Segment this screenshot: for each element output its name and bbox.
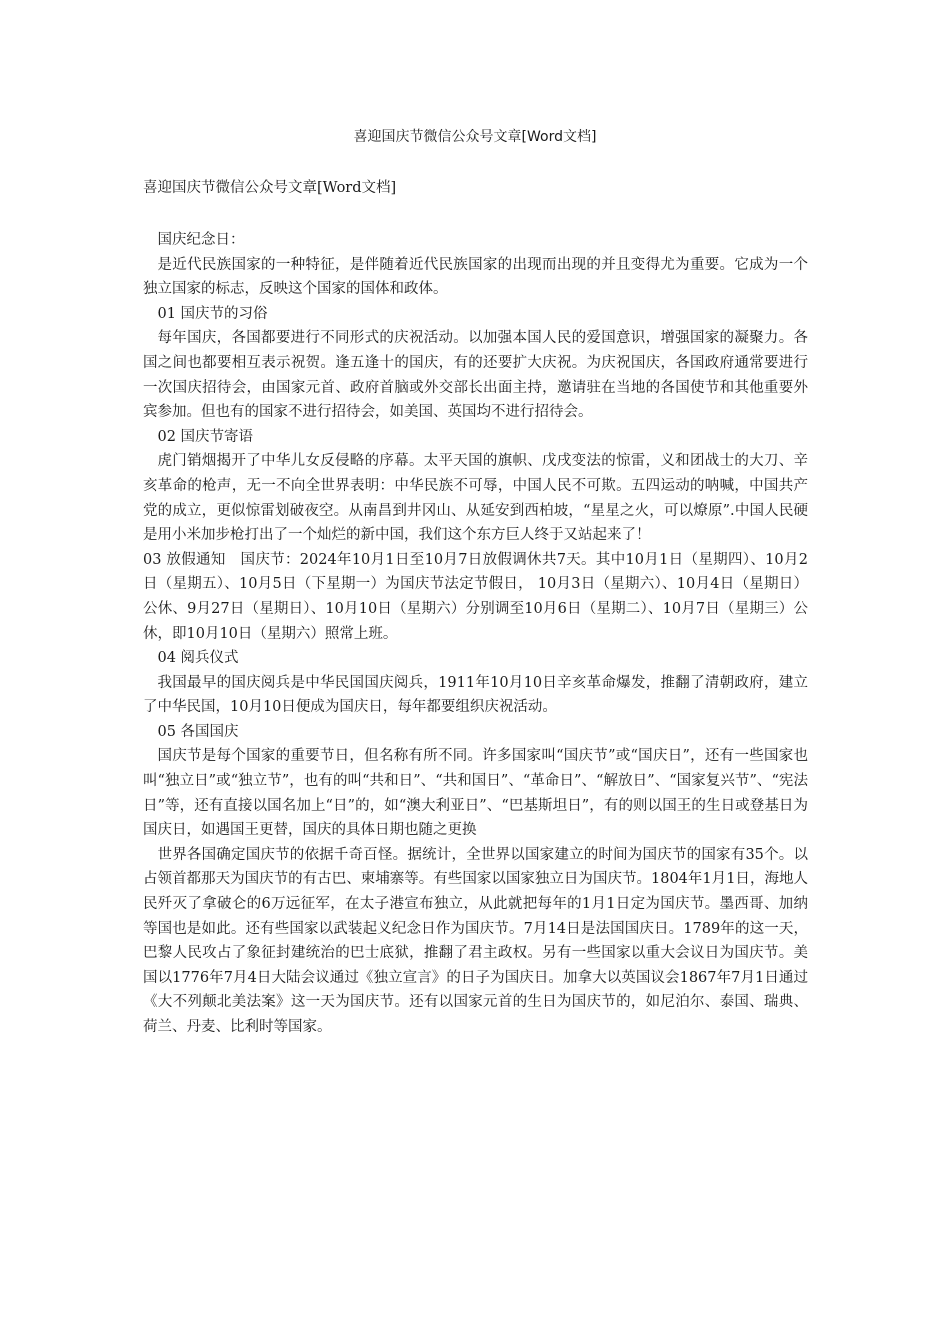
section-heading-parade: 04 阅兵仪式 xyxy=(157,650,239,667)
paragraph-world-names: 国庆节是每个国家的重要节日，但名称有所不同。许多国家叫“国庆节”或“国庆日”，还有一些国家也叫“独立日”或“独立节”，也有的叫“共和日”、“共和国日”、“革命日”、“解放日”、“国家复兴节”、“宪法日”等，还有直接以国名加上“日”的，如“澳大利亚日”、“巴基斯坦日”，有的则以国王的生日或登基日为国庆日，如遇国王更替，国庆的具体日期也随之更换 xyxy=(143,748,808,839)
paragraph-national-day-label: 国庆纪念日： xyxy=(157,232,245,248)
paragraph-intro: 是近代民族国家的一种特征，是伴随着近代民族国家的出现而出现的并且变得尤为重要。它成为一个独立国家的标志，反映这个国家的国体和政体。 xyxy=(143,256,808,298)
document-title: 喜迎国庆节微信公众号文章[Word文档] xyxy=(353,129,597,145)
paragraph-parade: 我国最早的国庆阅兵是中华民国国庆阅兵，1911年10月10日辛亥革命爆发，推翻了清朝政府，建立了中华民国，10月10日便成为国庆日，每年都要组织庆祝活动。 xyxy=(143,674,808,716)
document-subtitle: 喜迎国庆节微信公众号文章[Word文档] xyxy=(143,180,397,196)
section-heading-world: 05 各国国庆 xyxy=(157,723,239,740)
section-heading-customs: 01 国庆节的习俗 xyxy=(157,305,268,322)
paragraph-customs: 每年国庆，各国都要进行不同形式的庆祝活动。以加强本国人民的爱国意识，增强国家的凝聚力。各国之间也都要相互表示祝贺。逢五逢十的国庆，有的还要扩大庆祝。为庆祝国庆，各国政府通常要进行一次国庆招待会，由国家元首、政府首脑或外交部长出面主持，邀请驻在当地的各国使节和其他重要外宾参加。但也有的国家不进行招待会，如美国、英国均不进行招待会。 xyxy=(143,330,808,421)
section-heading-message: 02 国庆节寄语 xyxy=(157,428,254,445)
document-body xyxy=(143,228,808,1040)
paragraph-holiday-notice: 03 放假通知 国庆节：2024年10月1日至10月7日放假调休共7天。其中10月1日（星期四）、10月2日（星期五）、10月5日（下星期一）为国庆节法定节假日， 10月3日（星期六）、10月4日（星期日）公休、9月27日（星期日）、10月10日（星期六）分别调至10月6日（星期二）、10月7日（星期三）公休，即10月10日（星期六）照常上班。 xyxy=(143,551,808,642)
paragraph-world-basis: 世界各国确定国庆节的依据千奇百怪。据统计，全世界以国家建立的时间为国庆节的国家有35个。以占领首都那天为国庆节的有古巴、柬埔寨等。有些国家以国家独立日为国庆节。1804年1月1日，海地人民歼灭了拿破仑的6万远征军，在太子港宣布独立，从此就把每年的1月1日定为国庆节。墨西哥、加纳等国也是如此。还有些国家以武装起义纪念日作为国庆节。7月14日是法国国庆日。1789年的这一天，巴黎人民攻占了象征封建统治的巴士底狱，推翻了君主政权。另有一些国家以重大会议日为国庆节。美国以1776年7月4日大陆会议通过《独立宣言》的日子为国庆日。加拿大以英国议会1867年7月1日通过《大不列颠北美法案》这一天为国庆节。还有以国家元首的生日为国庆节的，如尼泊尔、泰国、瑞典、荷兰、丹麦、比利时等国家。 xyxy=(143,846,808,1035)
paragraph-message: 虎门销烟揭开了中华儿女反侵略的序幕。太平天国的旗帜、戊戌变法的惊雷，义和团战士的大刀、辛亥革命的枪声，无一不向全世界表明：中华民族不可辱，中国人民不可欺。五四运动的呐喊，中国共产党的成立，更似惊雷划破夜空。从南昌到井冈山、从延安到西柏坡，“星星之火，可以燎原”.中国人民硬是用小米加步枪打出了一个灿烂的新中国，我们这个东方巨人终于又站起来了！ xyxy=(143,453,808,544)
